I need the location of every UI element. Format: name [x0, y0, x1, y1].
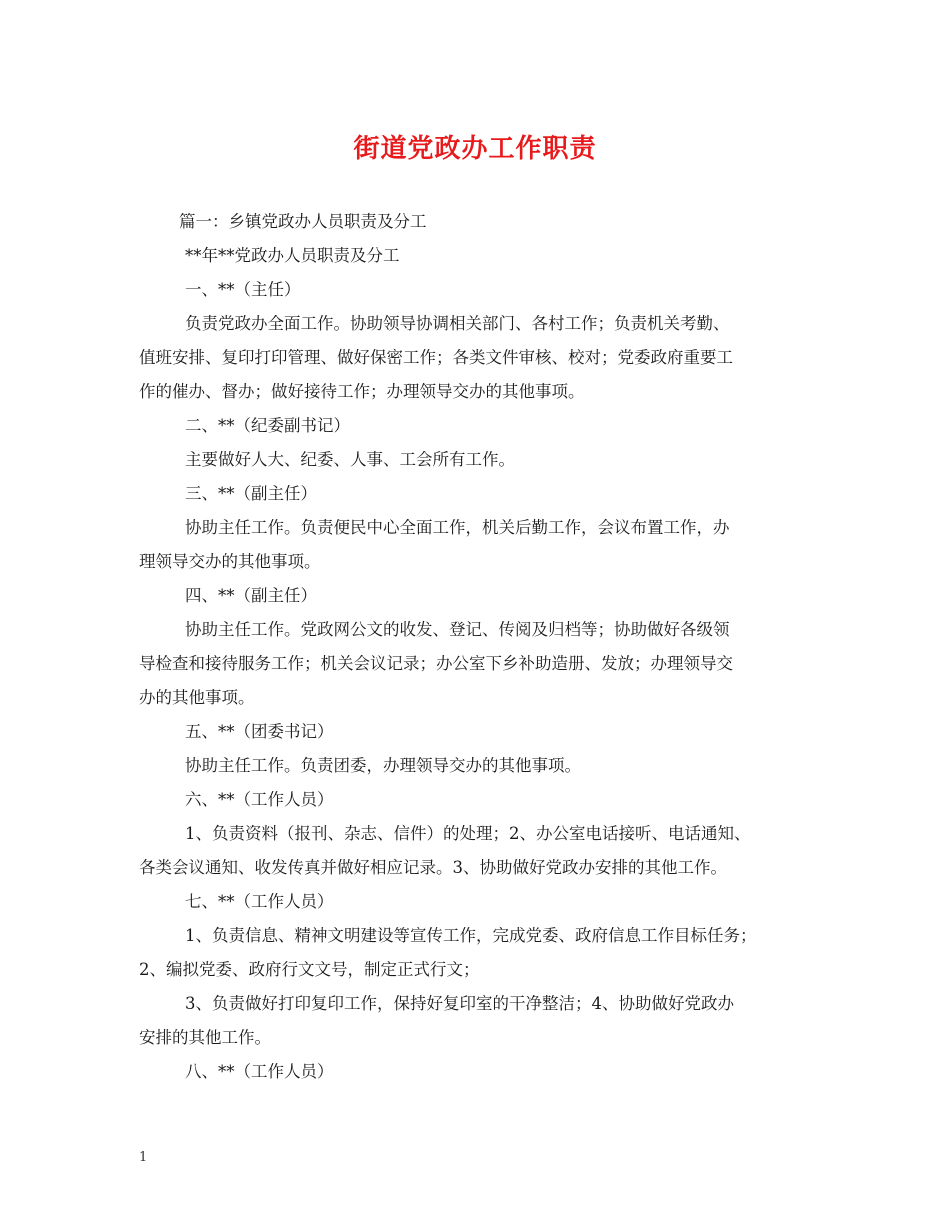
- paragraph-line: 值班安排、复印打印管理、做好保密工作；各类文件审核、校对；党委政府重要工: [139, 348, 733, 367]
- role-heading: 四、**（副主任）: [185, 586, 317, 605]
- section-heading: 篇一：乡镇党政办人员职责及分工: [179, 212, 427, 231]
- paragraph-line: 负责党政办全面工作。协助领导协调相关部门、各村工作；负责机关考勤、: [185, 314, 730, 333]
- paragraph-line: 3、负责做好打印复印工作，保持好复印室的干净整洁；4、协助做好党政办: [185, 994, 734, 1013]
- role-heading: 五、**（团委书记）: [185, 722, 334, 741]
- document-title: 街道党政办工作职责: [353, 134, 597, 164]
- document-body: [139, 205, 829, 1089]
- paragraph-line: 办的其他事项。: [139, 688, 255, 707]
- paragraph-line: 2、编拟党委、政府行文文号，制定正式行文；: [139, 960, 480, 979]
- role-heading: 六、**（工作人员）: [185, 790, 334, 809]
- paragraph-line: 各类会议通知、收发传真并做好相应记录。3、协助做好党政办安排的其他工作。: [139, 858, 727, 877]
- role-heading: 一、**（主任）: [185, 280, 301, 299]
- paragraph-line: 协助主任工作。负责便民中心全面工作，机关后勤工作，会议布置工作，办: [185, 518, 730, 537]
- paragraph-line: 协助主任工作。负责团委，办理领导交办的其他事项。: [185, 756, 581, 775]
- page-number: 1: [139, 1150, 148, 1165]
- role-heading: 七、**（工作人员）: [185, 892, 334, 911]
- paragraph-line: 协助主任工作。党政网公文的收发、登记、传阅及归档等；协助做好各级领: [185, 620, 730, 639]
- paragraph-line: 主要做好人大、纪委、人事、工会所有工作。: [185, 450, 515, 469]
- role-heading: 二、**（纪委副书记）: [185, 416, 350, 435]
- paragraph-line: 导检查和接待服务工作；机关会议记录；办公室下乡补助造册、发放；办理领导交: [139, 654, 733, 673]
- paragraph-line: 安排的其他工作。: [139, 1028, 271, 1047]
- subheading: **年**党政办人员职责及分工: [185, 246, 400, 265]
- paragraph-line: 1、负责信息、精神文明建设等宣传工作，完成党委、政府信息工作目标任务；: [185, 926, 757, 945]
- role-heading: 八、**（工作人员）: [185, 1062, 334, 1081]
- paragraph-line: 1、负责资料（报刊、杂志、信件）的处理；2、办公室电话接听、电话通知、: [185, 824, 751, 843]
- role-heading: 三、**（副主任）: [185, 484, 317, 503]
- paragraph-line: 作的催办、督办；做好接待工作；办理领导交办的其他事项。: [139, 382, 585, 401]
- paragraph-line: 理领导交办的其他事项。: [139, 552, 321, 571]
